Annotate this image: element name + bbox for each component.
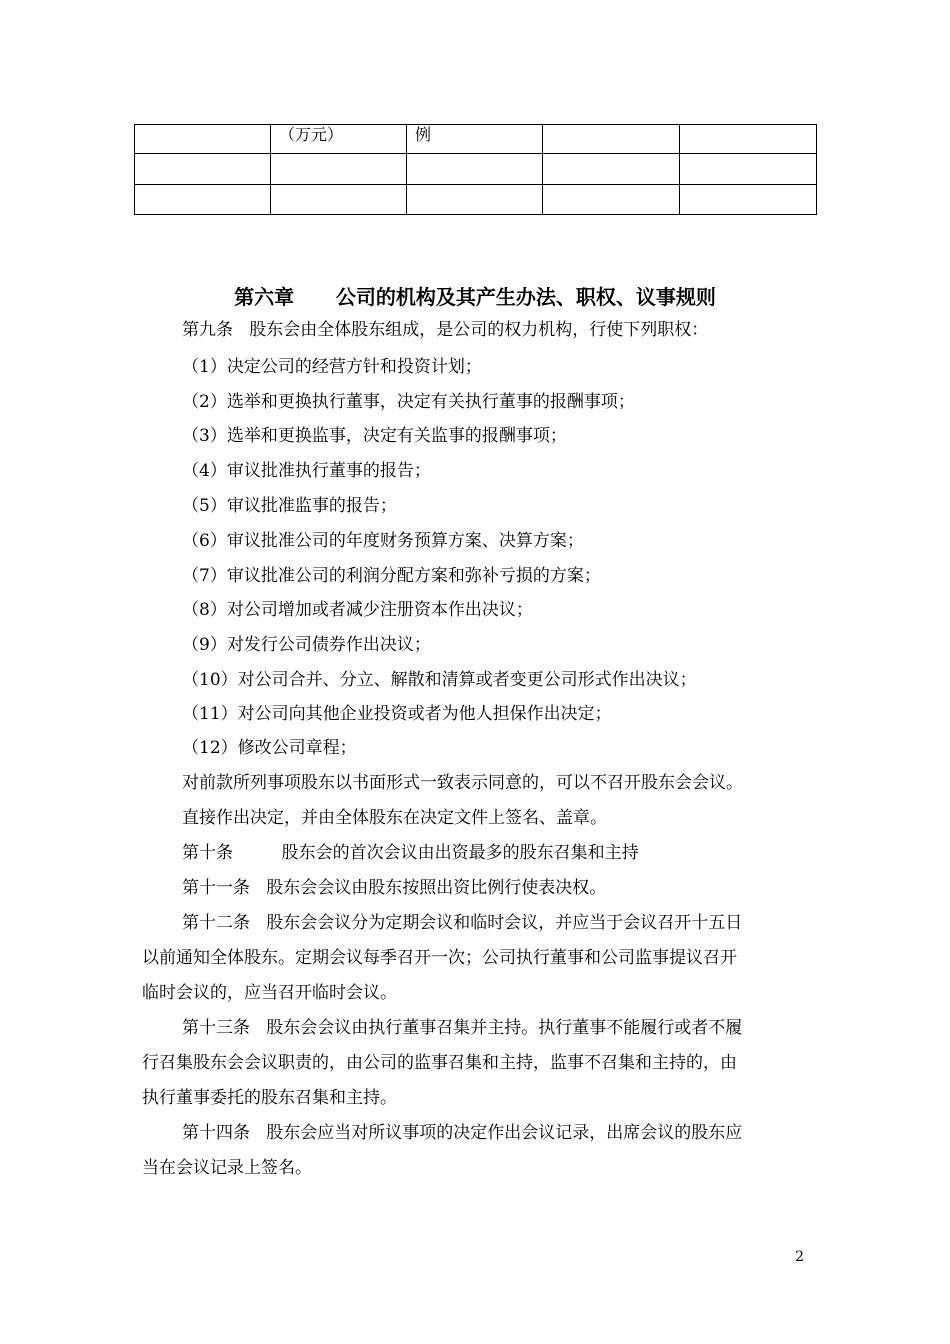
article-13-line: 行召集股东会会议职责的，由公司的监事召集和主持，监事不召集和主持的，由: [142, 1053, 737, 1073]
list-item: （9）对发行公司债券作出决议；: [182, 635, 431, 655]
table-cell: [680, 154, 817, 185]
capital-contribution-table: [134, 124, 817, 215]
list-item: （12）修改公司章程；: [182, 738, 357, 758]
table-cell: [135, 125, 271, 154]
article-13-line: 第十三条 股东会会议由执行董事召集并主持。执行董事不能履行或者不履: [182, 1018, 743, 1038]
table-cell: [135, 154, 271, 185]
list-item: （3）选举和更换监事，决定有关监事的报酬事项；: [182, 426, 567, 446]
table-cell: [680, 185, 817, 215]
table-row: [135, 154, 817, 185]
list-item: （7）审议批准公司的利润分配方案和弥补亏损的方案；: [182, 566, 601, 586]
list-item: （2）选举和更换执行董事，决定有关执行董事的报酬事项；: [182, 392, 635, 412]
list-item: （6）审议批准公司的年度财务预算方案、决算方案；: [182, 531, 584, 551]
paragraph-line: 直接作出决定，并由全体股东在决定文件上签名、盖章。: [182, 808, 607, 828]
table-cell: [407, 185, 543, 215]
paragraph-line: 对前款所列事项股东以书面形式一致表示同意的，可以不召开股东会会议。: [182, 773, 743, 793]
list-item: （1）决定公司的经营方针和投资计划；: [182, 357, 482, 377]
chapter-heading: 第六章 公司的机构及其产生办法、职权、议事规则: [234, 285, 716, 309]
table-cell: 例: [407, 125, 543, 154]
article-9: 第九条 股东会由全体股东组成，是公司的权力机构，行使下列职权：: [182, 320, 709, 340]
list-item: （10）对公司合并、分立、解散和清算或者变更公司形式作出决议；: [182, 670, 697, 690]
article-12-line: 临时会议的，应当召开临时会议。: [142, 983, 397, 1003]
table-cell: [135, 185, 271, 215]
table-cell: [407, 154, 543, 185]
table-cell: （万元）: [271, 125, 407, 154]
table-row: [135, 185, 817, 215]
article-12-line: 以前通知全体股东。定期会议每季召开一次；公司执行董事和公司监事提议召开: [142, 948, 737, 968]
table-cell: [543, 185, 680, 215]
table-row: [135, 125, 817, 154]
article-14-line: 当在会议记录上签名。: [142, 1158, 312, 1178]
list-item: （5）审议批准监事的报告；: [182, 496, 397, 516]
table-cell: [271, 154, 407, 185]
list-item: （8）对公司增加或者减少注册资本作出决议；: [182, 600, 533, 620]
table-cell: [543, 154, 680, 185]
article-13-line: 执行董事委托的股东召集和主持。: [142, 1088, 397, 1108]
table-cell: [271, 185, 407, 215]
table-cell: [680, 125, 817, 154]
page-number: 2: [795, 1249, 804, 1265]
article-11: 第十一条 股东会会议由股东按照出资比例行使表决权。: [182, 878, 607, 898]
list-item: （11）对公司向其他企业投资或者为他人担保作出决定；: [182, 704, 612, 724]
article-14-line: 第十四条 股东会应当对所议事项的决定作出会议记录，出席会议的股东应: [182, 1123, 743, 1143]
article-12-line: 第十二条 股东会会议分为定期会议和临时会议，并应当于会议召开十五日: [182, 913, 743, 933]
table-cell: [543, 125, 680, 154]
article-10: 第十条 股东会的首次会议由出资最多的股东召集和主持: [182, 843, 639, 863]
list-item: （4）审议批准执行董事的报告；: [182, 461, 431, 481]
